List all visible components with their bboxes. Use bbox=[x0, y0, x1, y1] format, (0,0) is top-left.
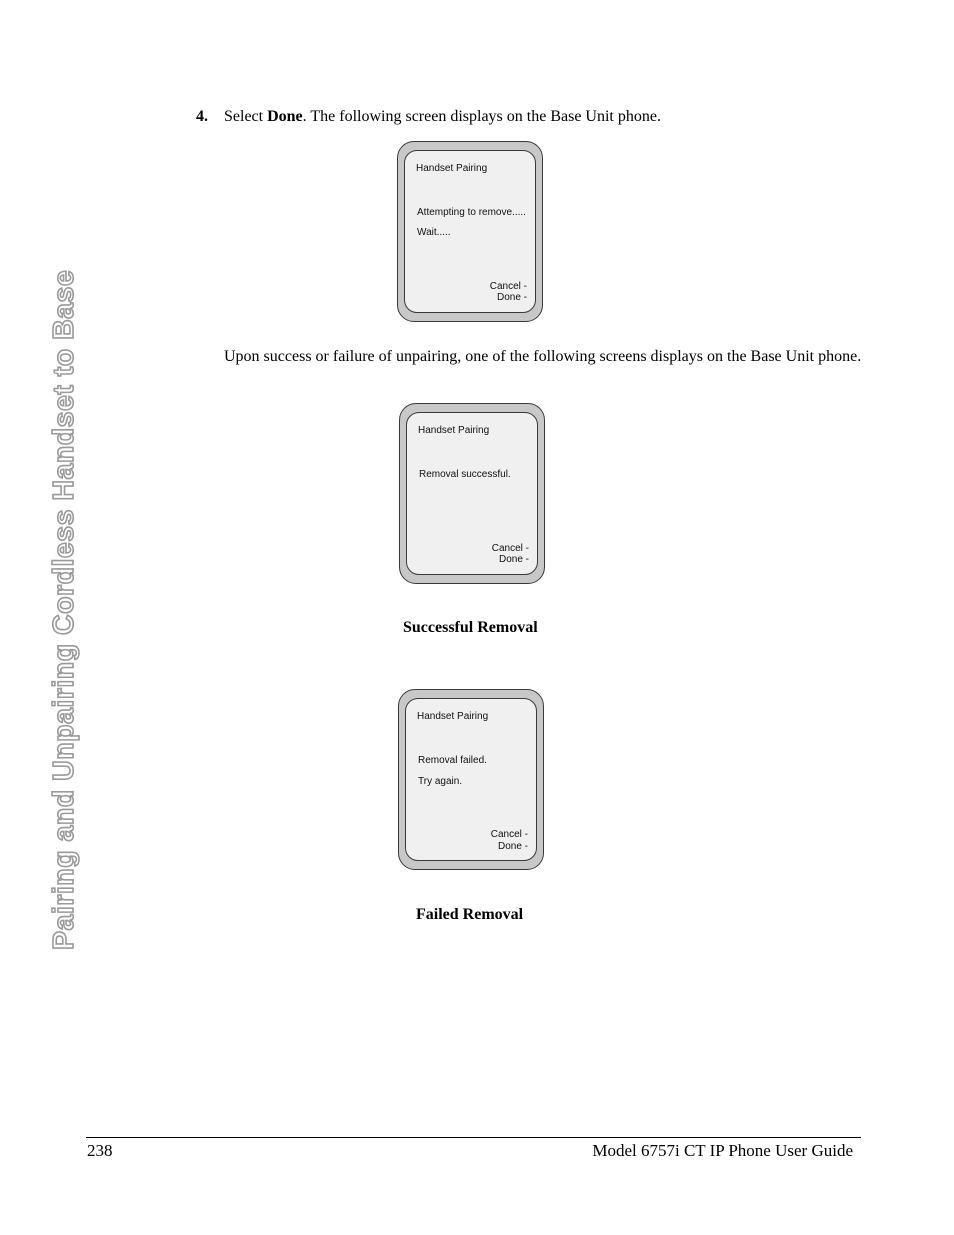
step-text-bold: Done bbox=[267, 108, 303, 125]
page-number: 238 bbox=[87, 1141, 113, 1160]
step-text-pre: Select bbox=[224, 108, 268, 125]
softkey-cancel: Cancel - bbox=[489, 281, 527, 292]
screen-line-1: Removal failed. bbox=[418, 755, 487, 766]
phone-screen-failed bbox=[398, 689, 544, 870]
caption-successful-removal: Successful Removal bbox=[403, 619, 538, 636]
lcd-screen bbox=[404, 150, 536, 313]
step-number: 4. bbox=[196, 108, 208, 125]
screen-title: Handset Pairing bbox=[417, 711, 489, 722]
caption-failed-removal: Failed Removal bbox=[416, 906, 524, 923]
guide-title: Model 6757i CT IP Phone User Guide bbox=[592, 1141, 853, 1160]
footer-rule bbox=[86, 1137, 861, 1138]
step-4 bbox=[196, 107, 661, 127]
screen-line-1: Removal successful. bbox=[419, 469, 511, 480]
softkey-done: Done - bbox=[497, 841, 528, 852]
chapter-side-title: Pairing and Unpairing Cordless Handset to Base bbox=[48, 269, 80, 950]
softkey-cancel: Cancel - bbox=[491, 543, 529, 554]
screen-line-1: Attempting to remove..... bbox=[417, 207, 526, 218]
screen-title: Handset Pairing bbox=[418, 425, 490, 436]
lcd-screen bbox=[406, 412, 538, 575]
phone-screen-attempt bbox=[397, 141, 543, 322]
screen-line-2: Try again. bbox=[418, 776, 463, 787]
phone-screen-success bbox=[399, 403, 545, 584]
screen-line-2: Wait..... bbox=[417, 227, 451, 238]
body-paragraph: Upon success or failure of unpairing, one of the following screens displays on the Base Unit phone. bbox=[224, 348, 862, 365]
step-text-post: . The following screen displays on the Base Unit phone. bbox=[302, 108, 661, 125]
softkey-done: Done - bbox=[498, 554, 529, 565]
lcd-screen bbox=[405, 698, 537, 861]
screen-title: Handset Pairing bbox=[416, 163, 488, 174]
softkey-cancel: Cancel - bbox=[490, 829, 528, 840]
softkey-done: Done - bbox=[496, 292, 527, 303]
